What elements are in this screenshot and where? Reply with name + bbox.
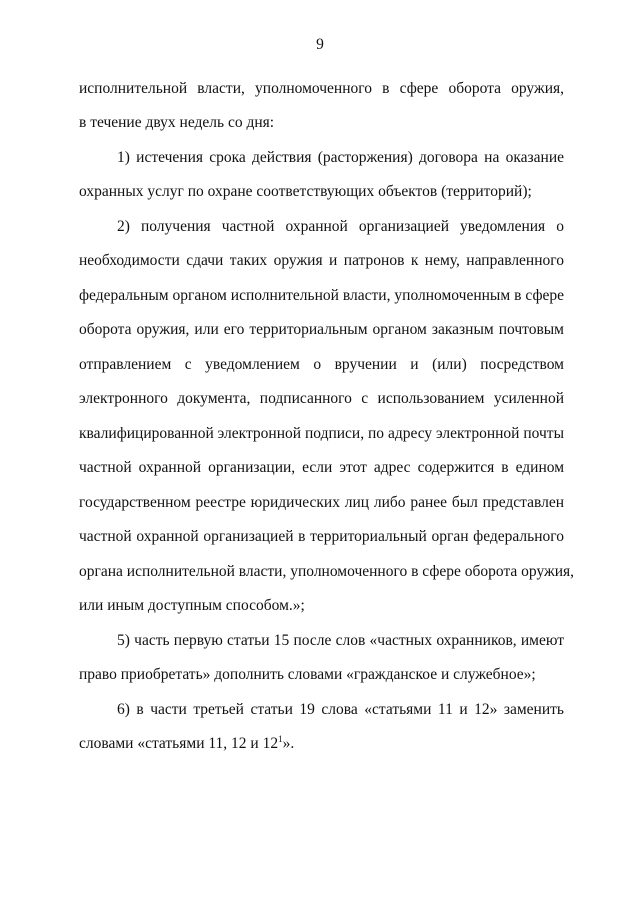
text-line: право приобретать» дополнить словами «гражданское и служебное»;	[79, 666, 536, 683]
text-line: в течение двух недель со дня:	[79, 114, 275, 131]
text-line: 1) истечения срока действия (расторжения) договора на оказание	[117, 149, 564, 166]
text-line: частной охранной организации, если этот адрес содержится в едином	[79, 459, 564, 476]
text-line: 2) получения частной охранной организацией уведомления о	[117, 218, 564, 235]
text-line: исполнительной власти, уполномоченного в сфере оборота оружия,	[79, 80, 564, 97]
text-fragment: словами «статьями 11, 12 и 12	[79, 735, 279, 752]
text-line: квалифицированной электронной подписи, по адресу электронной почты	[79, 425, 564, 442]
text-line: федеральным органом исполнительной власти, уполномоченным в сфере	[79, 287, 564, 304]
text-line: государственном реестре юридических лиц либо ранее был представлен	[79, 494, 564, 511]
text-line: органа исполнительной власти, уполномоченного в сфере оборота оружия,	[79, 563, 575, 580]
page-number: 9	[316, 36, 324, 53]
text-line: электронного документа, подписанного с использованием усиленной	[79, 390, 564, 407]
text-line: охранных услуг по охране соответствующих объектов (территорий);	[79, 183, 532, 200]
superscript: 1	[278, 733, 283, 744]
text-line: 6) в части третьей статьи 19 слова «статьями 11 и 12» заменить	[117, 701, 564, 718]
text-line: или иным доступным способом.»;	[79, 597, 305, 614]
text-line: 5) часть первую статьи 15 после слов «частных охранников, имеют	[117, 632, 564, 649]
text-line: оборота оружия, или его территориальным органом заказным почтовым	[79, 321, 564, 338]
text-line: необходимости сдачи таких оружия и патронов к нему, направленного	[79, 252, 564, 269]
text-line: частной охранной организацией в территориальный орган федерального	[79, 528, 564, 545]
text-line: отправлением с уведомлением о вручении и (или) посредством	[79, 356, 564, 373]
text-fragment: ».	[282, 735, 295, 752]
text-line-last	[79, 734, 564, 754]
